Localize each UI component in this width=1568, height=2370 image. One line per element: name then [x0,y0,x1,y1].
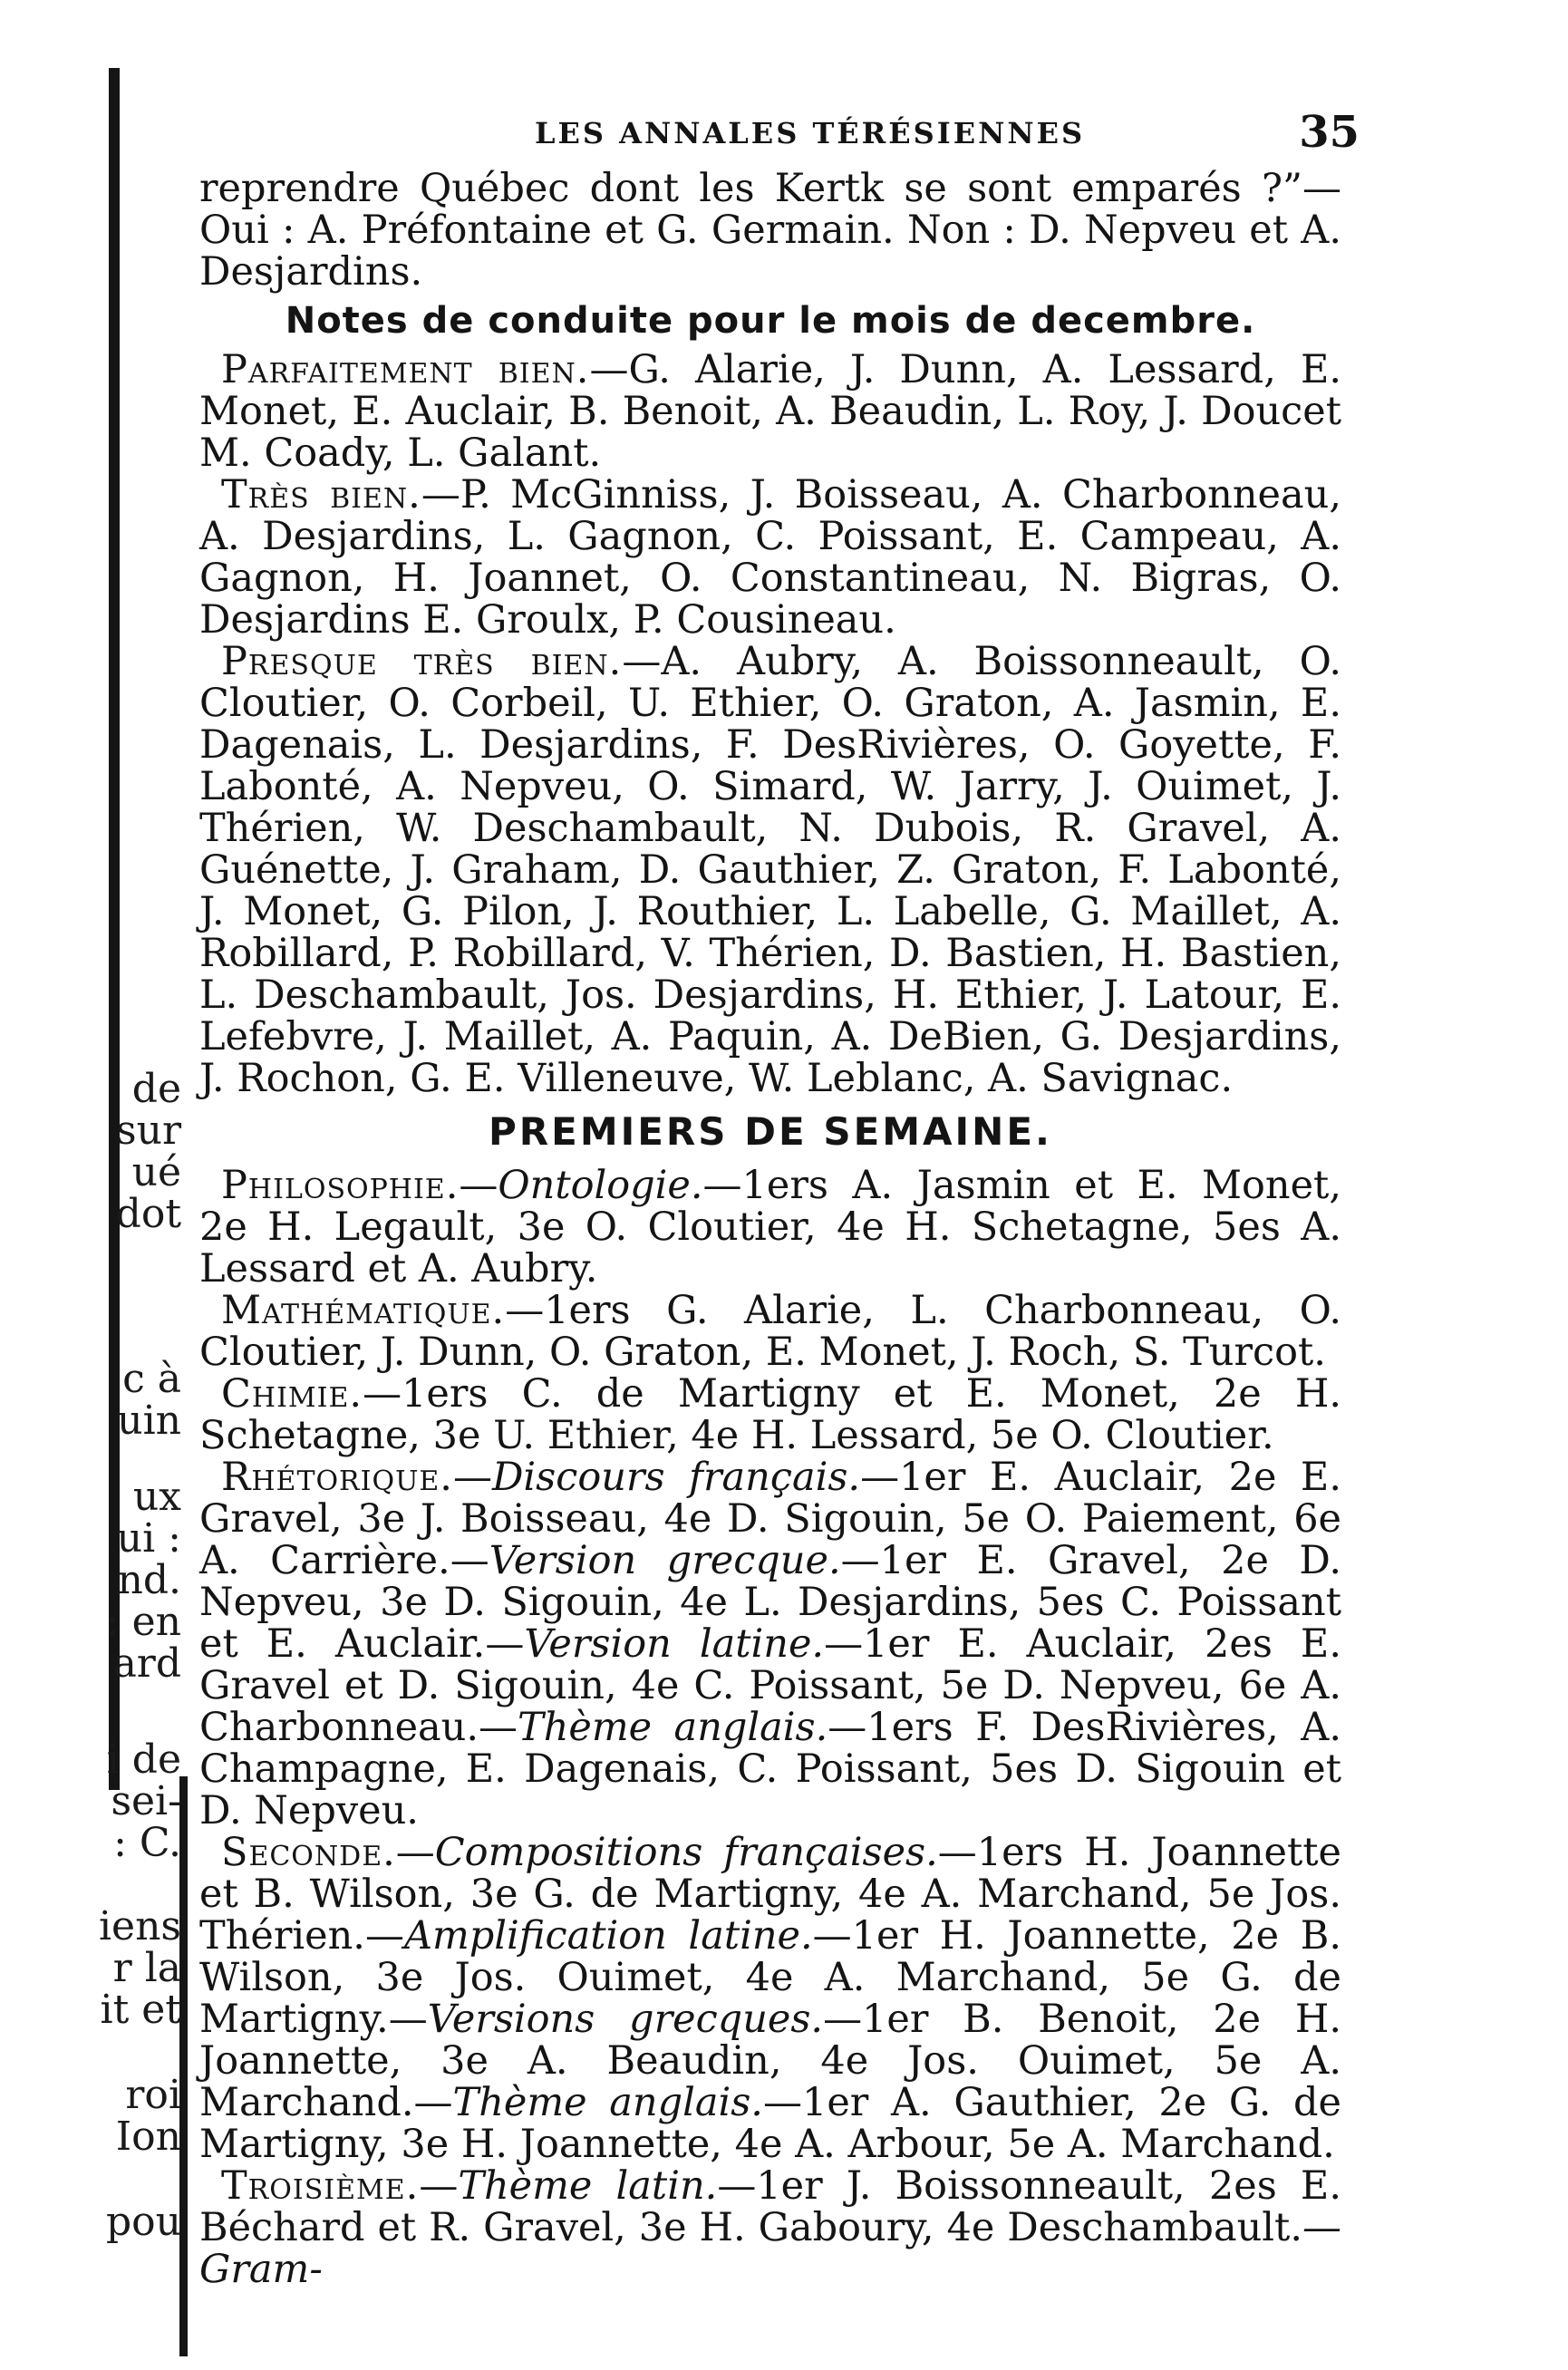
text-column [199,168,1341,2290]
student-list: —G. Alarie, J. Dunn, A. Lessard, E. Monet, E. Auclair, B. Benoit, A. Beaudin, L. Roy, J. Doucet M. Coady, L. Galant. [199,347,1341,476]
gutter-fragment: roi [125,2072,181,2118]
separator: — [419,2163,459,2209]
ranking-list: —1er E. Gravel, 2e D. Nepveu, 3e D. Sigouin, 4e L. Desjardins, 5es C. Poissant et E. Auclair. [199,1538,1341,1667]
ranking-list: —1ers C. de Martigny et E. Monet, 2e H. Schetagne, 3e U. Ethier, 4e H. Lessard, 5e O. Cloutier. [199,1371,1341,1458]
separator: — [452,1455,492,1500]
ranking-list: —1ers G. Alarie, L. Charbonneau, O. Cloutier, J. Dunn, O. Graton, E. Monet, J. Roch, S. Turcot. [199,1288,1341,1375]
subject-label: Version latine. [524,1621,825,1667]
top-paragraph: reprendre Québec dont les Kertk se sont emparés ?”—Oui : A. Préfontaine et G. Germain. Non : D. Nepveu et A. Desjardins. [199,166,1341,295]
gutter-fragment: dot [115,1191,181,1237]
gutter-fragment: ard [112,1640,181,1687]
student-list: —A. Aubry, A. Boissonneault, O. Cloutier, O. Corbeil, U. Ethier, O. Graton, A. Jasmin, E. Dagenais, L. Desjardins, F. DesRivières, O. Goyette, F. Labonté, A. Nepveu, O. Simard, W. Jarry, J. Ouimet, J. Thérien, W. Deschambault, N. Dubois, R. Gravel, A. Guénette, J. Graham, D. Gauthier, Z. Graton, F. Labonté, J. Monet, G. Pilon, J. Routhier, L. Labelle, G. Maillet, A. Robillard, P. Robillard, V. Thérien, D. Bastien, H. Bastien, L. Deschambault, Jos. Desjardins, H. Ethier, J. Latour, E. Lefebvre, J. Maillet, A. Paquin, A. DeBien, G. Desjardins, J. Rochon, G. E. Villeneuve, W. Leblanc, A. Savignac. [199,639,1341,1101]
separator: — [413,2080,453,2125]
class-label: Troisième. [221,2163,420,2209]
grade-label: Presque très bien. [221,639,623,684]
class-label: Seconde. [221,1830,396,1875]
gutter-fragment: ué [131,1149,181,1195]
gutter-fragment: : en [105,1599,181,1645]
class-label: Chimie. [221,1371,363,1417]
conduct-tres-bien [199,474,1341,641]
subject-label: Thème latin. [458,2163,718,2209]
gutter-fragment: iens [98,1903,181,1949]
ranking-list: —1er A. Gauthier, 2e G. de Martigny, 3e H. Joannette, 4e A. Arbour, 5e A. Marchand. [199,2080,1341,2167]
ranking-list: —1ers A. Jasmin et E. Monet, 2e H. Legault, 3e O. Cloutier, 4e H. Schetagne, 5es A. Lessard et A. Aubry. [199,1163,1341,1291]
gutter-fragment: nd. [117,1557,181,1603]
subject-label: Thème anglais. [518,1705,828,1750]
premiers-heading: PREMIERS DE SEMAINE. [489,1109,1052,1154]
gutter-fragment: de [131,1066,181,1112]
gutter-fragment: sur [116,1108,181,1154]
gutter-fragment: ux [132,1474,181,1520]
conduct-presque-tres-bien [199,641,1341,1099]
gutter-fragment: pou [106,2199,181,2245]
ranking-list: —1er E. Auclair, 2e E. Gravel, 3e J. Boisseau, 4e D. Sigouin, 5e O. Paiement, 6e A. Carrière. [199,1455,1341,1583]
gutter-fragment: c à [122,1356,181,1402]
grade-label: Parfaitement bien. [221,347,590,392]
grade-label: Très bien. [221,472,421,518]
gutter-fragment: ui : [116,1515,181,1562]
subject-label: Ontologie. [498,1163,703,1208]
class-seconde [199,1832,1341,2165]
separator: — [364,1913,404,1959]
gutter-fragment: Ion [115,2114,181,2160]
ranking-list: —1er H. Joannette, 2e B. Wilson, 3e Jos. Ouimet, 4e A. Marchand, 5e G. de Martigny. [199,1913,1341,2042]
ranking-list: —1er E. Auclair, 2es E. Gravel et D. Sigouin, 4e C. Poissant, 5e D. Nepveu, 6e A. Charbonneau. [199,1621,1341,1750]
separator: — [395,1830,435,1875]
subject-label: Versions grecques. [427,1997,824,2042]
class-label: Rhétorique. [221,1455,453,1500]
class-troisieme [199,2165,1341,2290]
running-header: LES ANNALES TÉRÉSIENNES [535,116,1086,150]
separator: — [459,1163,498,1208]
subject-label: Discours français. [491,1455,861,1500]
separator: — [388,1997,428,2042]
separator: — [485,1621,525,1667]
subject-label: Compositions françaises. [434,1830,938,1875]
conduct-heading: Notes de conduite pour le mois de decembre. [285,300,1256,342]
ranking-list: —1er J. Boissonneault, 2es E. Béchard et R. Gravel, 3e H. Gaboury, 4e Deschambault. [199,2163,1341,2250]
class-chimie [199,1373,1341,1456]
gutter-fragment: it et [100,1987,181,2033]
gutter-fragment: i de [106,1736,181,1783]
class-rhetorique [199,1456,1341,1832]
ranking-list: —1ers F. DesRivières, A. Champagne, E. Dagenais, C. Poissant, 5es D. Sigouin et D. Nepveu. [199,1705,1341,1833]
gutter-fragment: r la [112,1945,181,1991]
conduct-parfaitement-bien [199,349,1341,474]
subject-label: Amplification latine. [403,1913,813,1959]
gutter-fragment: sei- [111,1778,181,1824]
class-mathematique [199,1290,1341,1373]
separator: — [450,1538,489,1583]
separator: — [479,1705,518,1750]
subject-label-continued: —Gram- [199,2205,1341,2292]
class-label: Mathématique. [221,1288,506,1333]
class-label: Philosophie. [221,1163,460,1208]
gutter-fragment: uin [117,1398,181,1444]
class-philosophie [199,1165,1341,1290]
gutter-fragment: : C. [113,1820,181,1866]
page-number: 35 [1299,107,1360,158]
ranking-list: —1er B. Benoit, 2e H. Joannette, 3e A. Beaudin, 4e Jos. Ouimet, 5e A. Marchand. [199,1997,1341,2125]
ranking-list: —1ers H. Joannette et B. Wilson, 3e G. de Martigny, 4e A. Marchand, 5e Jos. Thérien. [199,1830,1341,1959]
student-list: —P. McGinniss, J. Boisseau, A. Charbonneau, A. Desjardins, L. Gagnon, C. Poissant, E. Campeau, A. Gagnon, H. Joannet, O. Constantineau, N. Bigras, O. Desjardins E. Groulx, P. Cousineau. [199,472,1342,643]
subject-label: Version grecque. [489,1538,841,1583]
subject-label: Thème anglais. [452,2080,763,2125]
